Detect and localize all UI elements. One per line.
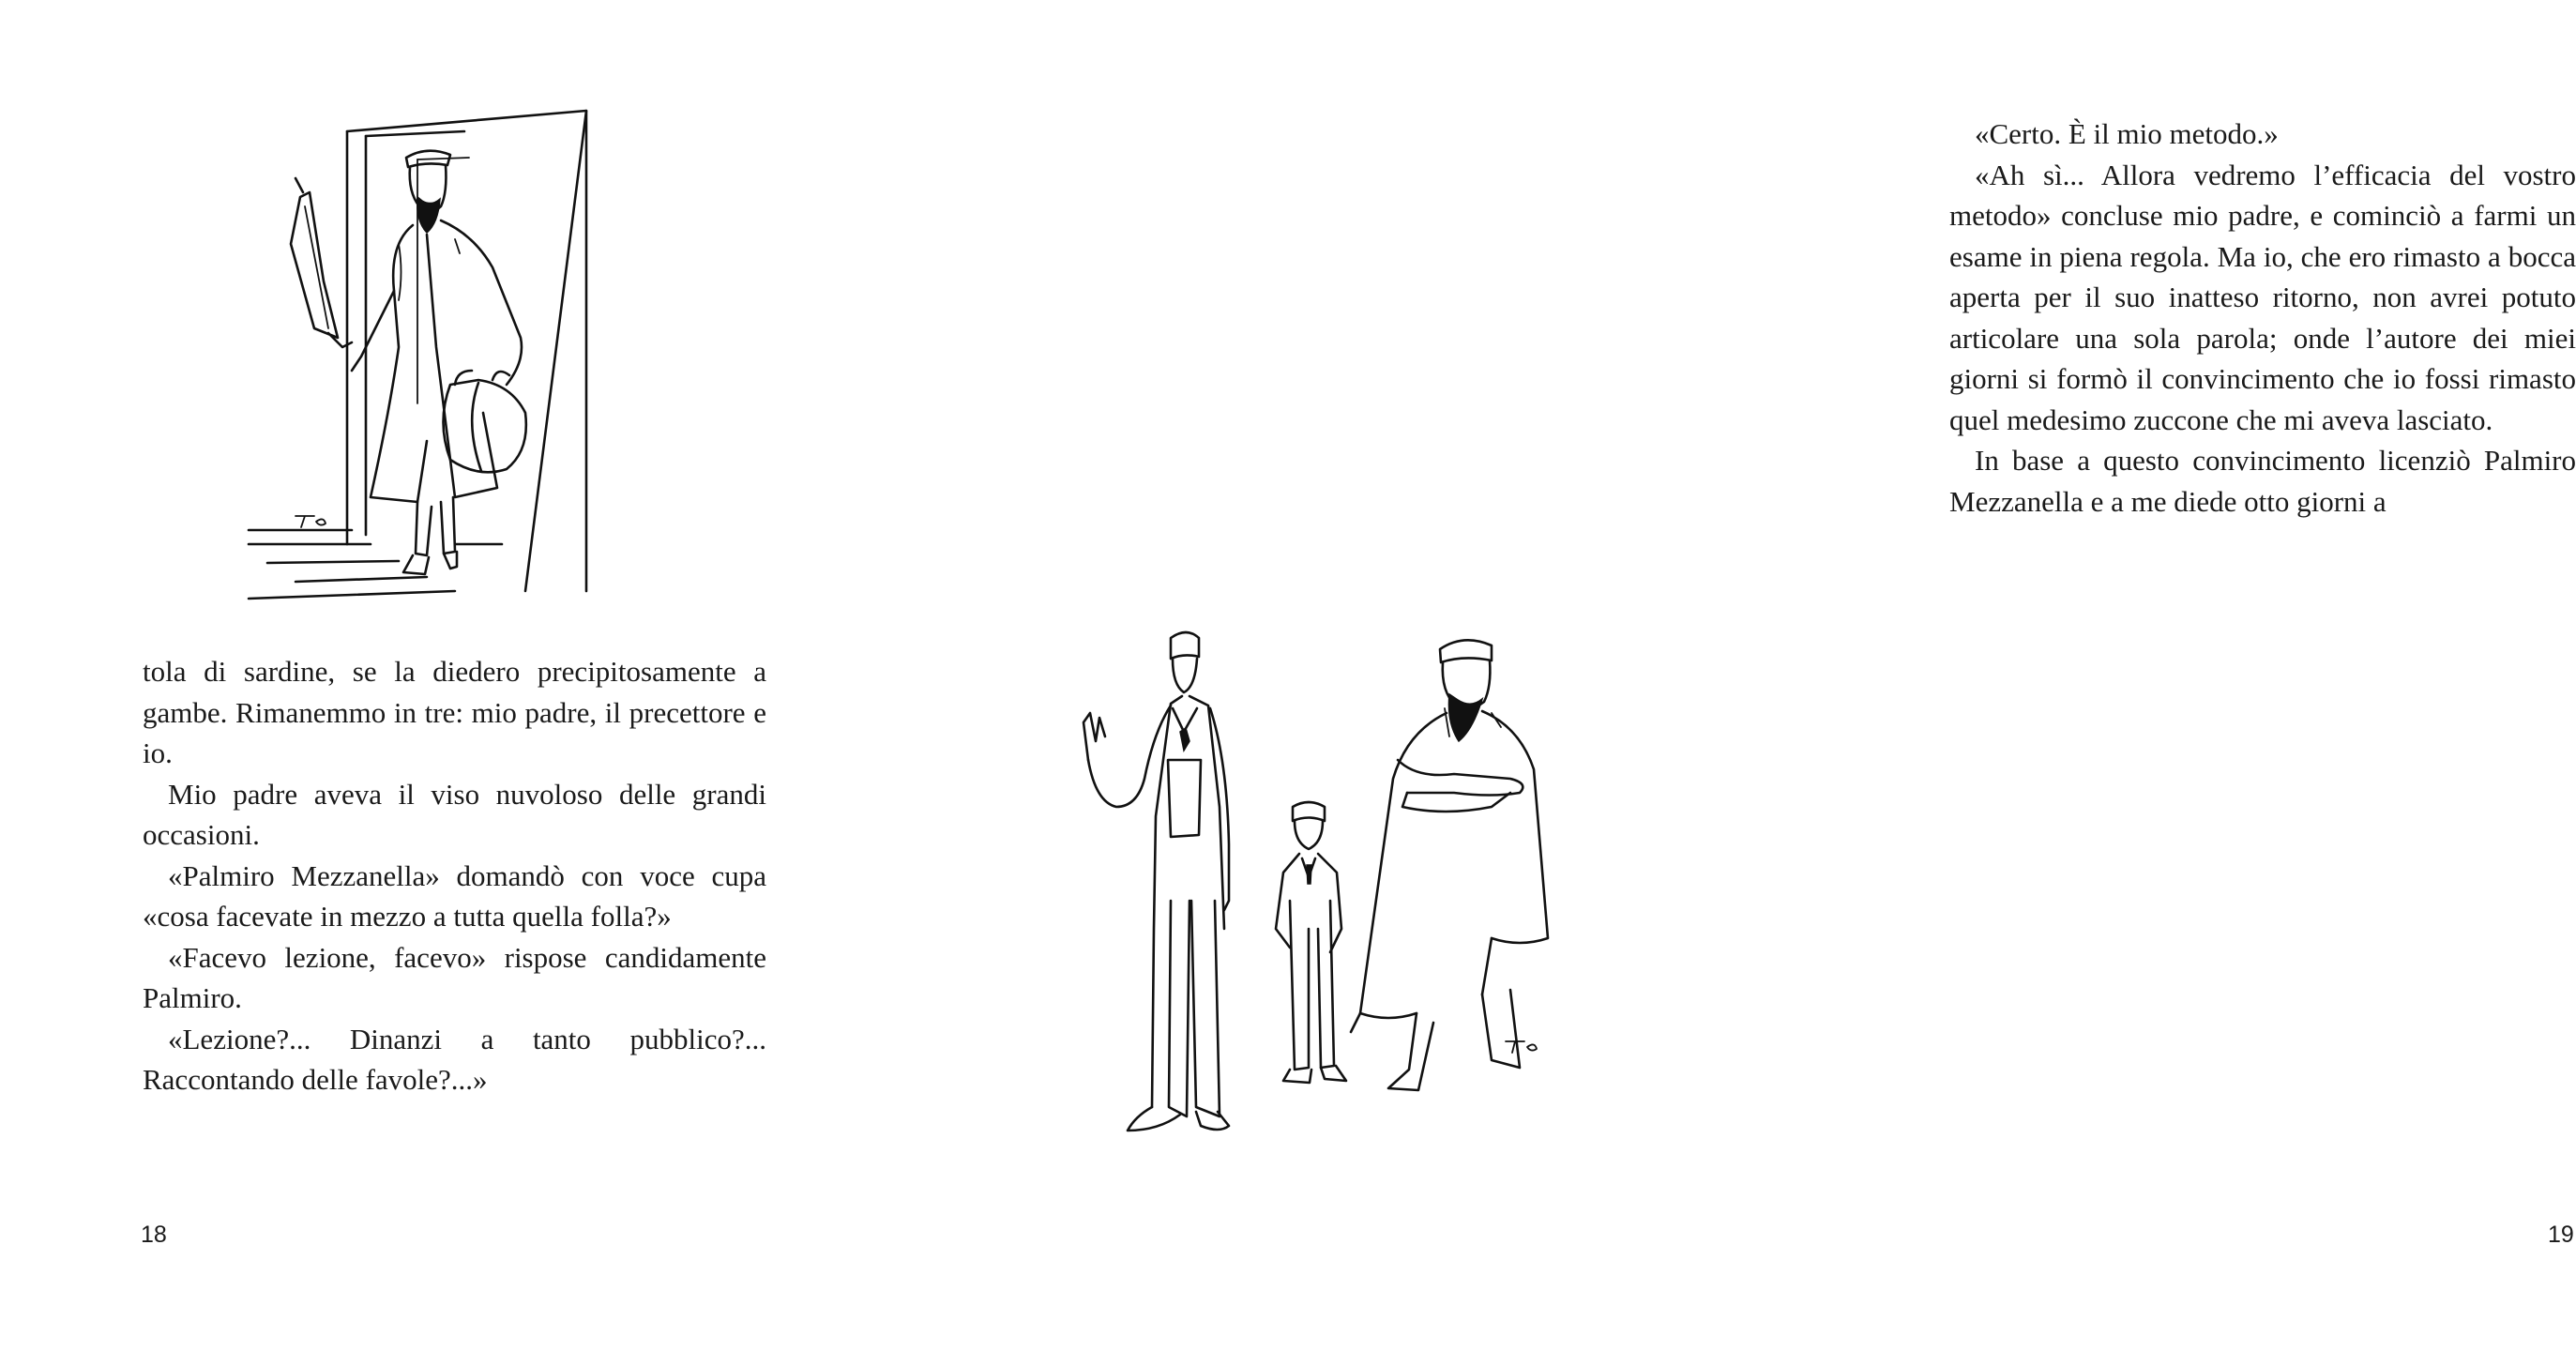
paragraph: «Facevo lezione, facevo» rispose candidamente Palmiro. <box>143 940 766 1014</box>
paragraph: «Lezione?... Dinanzi a tanto pubblico?... Raccontando delle favole?...» <box>143 1022 766 1096</box>
page-number: 18 <box>141 1222 167 1248</box>
illustration-three-figures <box>1079 619 1567 1163</box>
paragraph: «Palmiro Mezzanella» domandò con voce cupa «cosa facevate in mezzo a tutta quella folla?» <box>143 858 766 933</box>
right-page-text <box>1949 114 2576 522</box>
right-page <box>901 0 2576 1351</box>
left-page-text <box>143 651 766 1101</box>
illustration-tutor-at-door <box>239 103 614 600</box>
page-number: 19 <box>2548 1222 2574 1248</box>
paragraph: tola di sardine, se la diedero precipitosamente a gambe. Rimanemmo in tre: mio padre, il precettore e io. <box>143 655 766 769</box>
paragraph: Mio padre aveva il viso nuvoloso delle grandi occasioni. <box>143 777 766 851</box>
left-page <box>0 0 901 1351</box>
paragraph: «Certo. È il mio metodo.» <box>1975 117 2279 150</box>
paragraph: «Ah sì... Allora vedremo l’efficacia del vostro metodo» concluse mio padre, e cominciò a farmi un esame in piena regola. Ma io, che ero rimasto a bocca aperta per il suo inatteso ritorno, non avrei potuto articolare una sola parola; onde l’autore dei miei giorni si formò il convincimento che io fossi rimasto quel medesimo zuccone che mi aveva lasciato. <box>1949 158 2576 436</box>
paragraph: In base a questo convincimento licenziò Palmiro Mezzanella e a me diede otto giorni a <box>1949 444 2576 518</box>
